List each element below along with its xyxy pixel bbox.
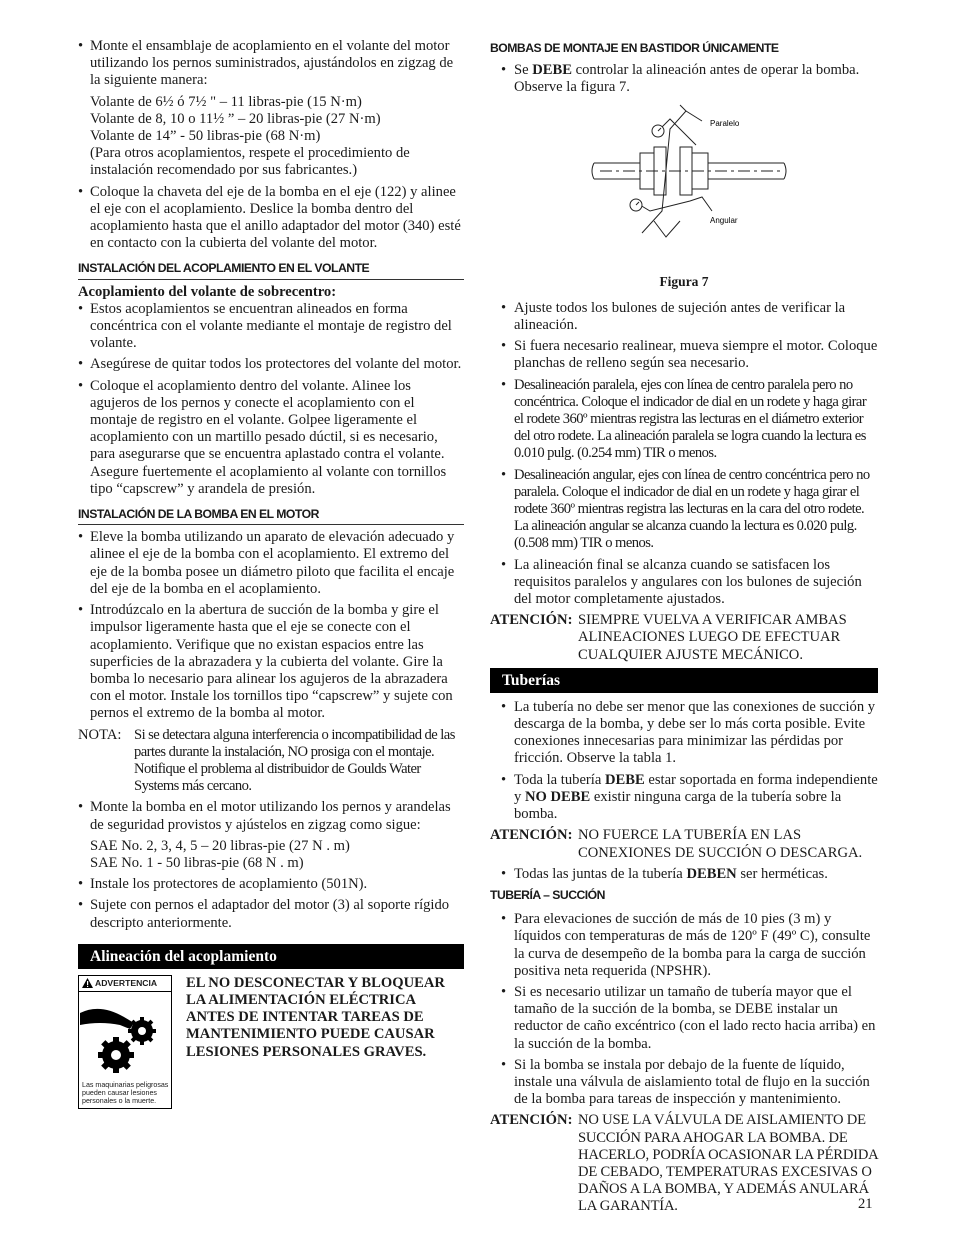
- list-item: • Eleve la bomba utilizando un aparato de elevación adecuado y alinee el eje de la bomba con el acoplamiento. El extremo del eje de la bomba posee un diámetro piloto que facilita el encaje del eje de la bomba en el acoplamiento.: [78, 529, 455, 597]
- list-item: • Si la bomba se instala por debajo de la fuente de líquido, instale una válvula de aislamiento total de flujo en la succión de la bomba para tareas de inspección y mantenimiento.: [501, 1056, 870, 1108]
- list-item: • Asegúrese de quitar todos los protectores del volante del motor.: [78, 356, 462, 373]
- list-item: • Instale los protectores de acoplamiento (501N).: [78, 876, 368, 893]
- list-item: • Estos acoplamientos se encuentran alineados en forma concéntrica con el volante mediante el montaje de registro del volante.: [78, 300, 452, 352]
- list-item: • La tubería no debe ser menor que las conexiones de succión y descarga de la bomba, y debe ser lo más corta posible. Evite conexiones innecesarias para minimizar las pérdidas por fricción. Observe la tabla 1.: [501, 698, 876, 767]
- angular-label: Angular: [710, 215, 738, 225]
- hazardous-machinery-icon: [80, 993, 170, 1078]
- atencion-label: ATENCIÓN:: [490, 1112, 573, 1129]
- page-number: 21: [858, 1196, 873, 1212]
- torque-line: Volante de 14” - 50 libras-pie (68 N·m): [90, 128, 321, 145]
- atencion-block: [490, 1112, 878, 1215]
- torque-line: Volante de 8, 10 o 11½ ” – 20 libras-pie (27 N·m): [90, 110, 381, 127]
- atencion-text: NO USE LA VÁLVULA DE AISLAMIENTO DE SUCCIÓN PARA AHOGAR LA BOMBA. DE HACERLO, PODRÍA OCASIONAR LA PÉRDIDA DE CEBADO, TEMPERATURAS EXCESIVAS O DAÑOS A LA BOMBA, Y ADEMÁS ANULARÁ LA GARANTÍA.: [578, 1112, 878, 1215]
- list-item: • Sujete con pernos el adaptador del motor (3) al soporte rígido descripto anteriormente.: [78, 897, 450, 931]
- paralelo-label: Paralelo: [710, 118, 740, 128]
- right-column: [490, 38, 878, 1220]
- section-heading-bomba: INSTALACIÓN DE LA BOMBA EN EL MOTOR: [78, 506, 464, 525]
- list-item: • Se DEBE controlar la alineación antes de operar la bomba. Observe la figura 7.: [501, 62, 860, 96]
- sae-list: [78, 838, 464, 872]
- list-item: • Todas las juntas de la tubería DEBEN ser herméticas.: [501, 865, 828, 882]
- atencion-label: ATENCIÓN:: [490, 827, 573, 844]
- list-item: • Desalineación paralela, ejes con línea de centro paralela pero no concéntrica. Coloque el indicador de dial en un rodete y haga girar el rodete 360º mientras registra las lecturas en el diámetro exterior del otro rodete. La alineación paralela se logra cuando la lectura es 0.010 pulg. (0.254 mm) TIR o menos.: [501, 376, 867, 462]
- list-item: • Introdúzcalo en la abertura de succión de la bomba y gire el impulsor ligeramente hasta que el eje se conecte con el acoplamiento. Verifique que no existan espacios entre las superficies de la abrazadera y la cubierta del volante. Gire la bomba lo necesario para alinear los agujeros de la abrazadera con el motor. Instale los tornillos tipo “capscrew” y sujete con pernos el extremo de la bomba al motor.: [78, 602, 453, 722]
- section-heading-volante: INSTALACIÓN DEL ACOPLAMIENTO EN EL VOLANTE: [78, 260, 464, 279]
- section-heading-succion: TUBERÍA – SUCCIÓN: [490, 887, 605, 902]
- warning-block: [78, 975, 464, 1109]
- subheading-sobrecentro: Acoplamiento del volante de sobrecentro:: [78, 283, 337, 300]
- sae-line: SAE No. 2, 3, 4, 5 – 20 libras-pie (27 N . m): [90, 837, 350, 854]
- list-item: • Coloque el acoplamiento dentro del volante. Alinee los agujeros de los pernos y conecte el acoplamiento con el montaje de registro en el volante. Golpee ligeramente el acoplamiento con un martillo pesado dúctil, si es necesario, para asegurarse que se encuentra aplastado contra el volante. Asegure fuertemente el acoplamiento al volante con tornillos tipo “capscrew” y arandela de presión.: [78, 377, 447, 497]
- section-bar-tuberias: Tuberías: [490, 668, 878, 693]
- section-bar-alineacion: Alineación del acoplamiento: [78, 944, 464, 969]
- list-item: • Monte la bomba en el motor utilizando los pernos y arandelas de seguridad provistos y ajústelos en zigzag como sigue:: [78, 799, 451, 833]
- list-item: • Si es necesario utilizar un tamaño de tubería mayor que el tamaño de la succión de la bomba, se DEBE instalar un reductor de caño excéntrico (con el lado recto hacia arriba) en la succión de la bomba.: [501, 983, 876, 1052]
- alignment-diagram: [490, 101, 878, 271]
- torque-list: [78, 94, 464, 180]
- left-column: [78, 38, 464, 1109]
- atencion-text: SIEMPRE VUELVA A VERIFICAR AMBAS ALINEACIONES LUEGO DE EFECTUAR CUALQUIER AJUSTE MECÁNICO.: [578, 612, 847, 663]
- warning-label: ADVERTENCIA: [95, 977, 158, 988]
- list-item: • Ajuste todos los bulones de sujeción antes de verificar la alineación.: [501, 299, 846, 334]
- list-item: • Monte el ensamblaje de acoplamiento en el volante del motor utilizando los pernos suministrados, ajustándolos en zigzag de la siguiente manera:: [78, 38, 454, 89]
- atencion-block: [490, 827, 878, 861]
- list-item: • La alineación final se alcanza cuando se satisfacen los requisitos paralelos y angulares con los bulones de sujeción del motor completamente ajustados.: [501, 556, 862, 608]
- figure-7: [490, 101, 878, 271]
- atencion-block: [490, 612, 878, 664]
- list-item: • Toda la tubería DEBE estar soportada en forma independiente y NO DEBE existir ninguna carga de la tubería sobre la bomba.: [501, 771, 878, 823]
- warning-label-box: [78, 975, 172, 1109]
- torque-note: (Para otros acoplamientos, respete el procedimiento de instalación recomendado por sus fabricantes.): [90, 145, 410, 179]
- sae-line: SAE No. 1 - 50 libras-pie (68 N . m): [90, 854, 304, 871]
- atencion-label: ATENCIÓN:: [490, 612, 573, 629]
- warning-caption: Las maquinarias peligrosas pueden causar lesiones personales o la muerte.: [82, 1080, 169, 1105]
- figure-caption: Figura 7: [659, 273, 709, 289]
- torque-line: Volante de 6½ ó 7½ " – 11 libras-pie (15 N·m): [90, 93, 362, 110]
- nota-block: [78, 727, 464, 796]
- nota-text: Si se detectara alguna interferencia o incompatibilidad de las partes durante la instalación, NO prosiga con el montaje. Notifique el problema al distribuidor de Goulds Water Systems más cercano.: [134, 726, 455, 795]
- warning-header: [79, 976, 171, 992]
- section-heading-bastidor: BOMBAS DE MONTAJE EN BASTIDOR ÚNICAMENTE: [490, 41, 779, 55]
- list-item: • Si fuera necesario realinear, mueva siempre el motor. Coloque planchas de relleno según sea necesario.: [501, 338, 878, 372]
- list-item: • Para elevaciones de succión de más de 10 pies (3 m) y líquidos con temperaturas de más de 120º F (49º C), consulte la curva de desempeño de la bomba para la carga de succión positiva neta requerida (NPSHR).: [501, 911, 871, 979]
- warning-text: EL NO DESCONECTAR Y BLOQUEAR LA ALIMENTACIÓN ELÉCTRICA ANTES DE INTENTAR TAREAS DE MANTENIMIENTO PUEDE CAUSAR LESIONES PERSONALES GRAVES.: [186, 974, 445, 1060]
- list-item: • Coloque la chaveta del eje de la bomba en el eje (122) y alinee el eje con el acoplamiento. Deslice la bomba dentro del acoplamiento hasta que el anillo adaptador del motor (340) esté en contacto con la cubierta del volante del motor.: [78, 183, 461, 252]
- atencion-text: NO FUERCE LA TUBERÍA EN LAS CONEXIONES DE SUCCIÓN O DESCARGA.: [578, 827, 863, 861]
- list-item: • Desalineación angular, ejes con línea de centro concéntrica pero no paralela. Coloque el indicador de dial en un rodete y haga girar el rodete 360º mientras registra las lecturas en la cara del otro rodete. La alineación angular se alcanza cuando la lectura es 0.020 pulg. (0.508 mm) TIR o menos.: [501, 466, 870, 552]
- warning-triangle-icon: [82, 978, 93, 988]
- nota-label: NOTA:: [78, 726, 122, 743]
